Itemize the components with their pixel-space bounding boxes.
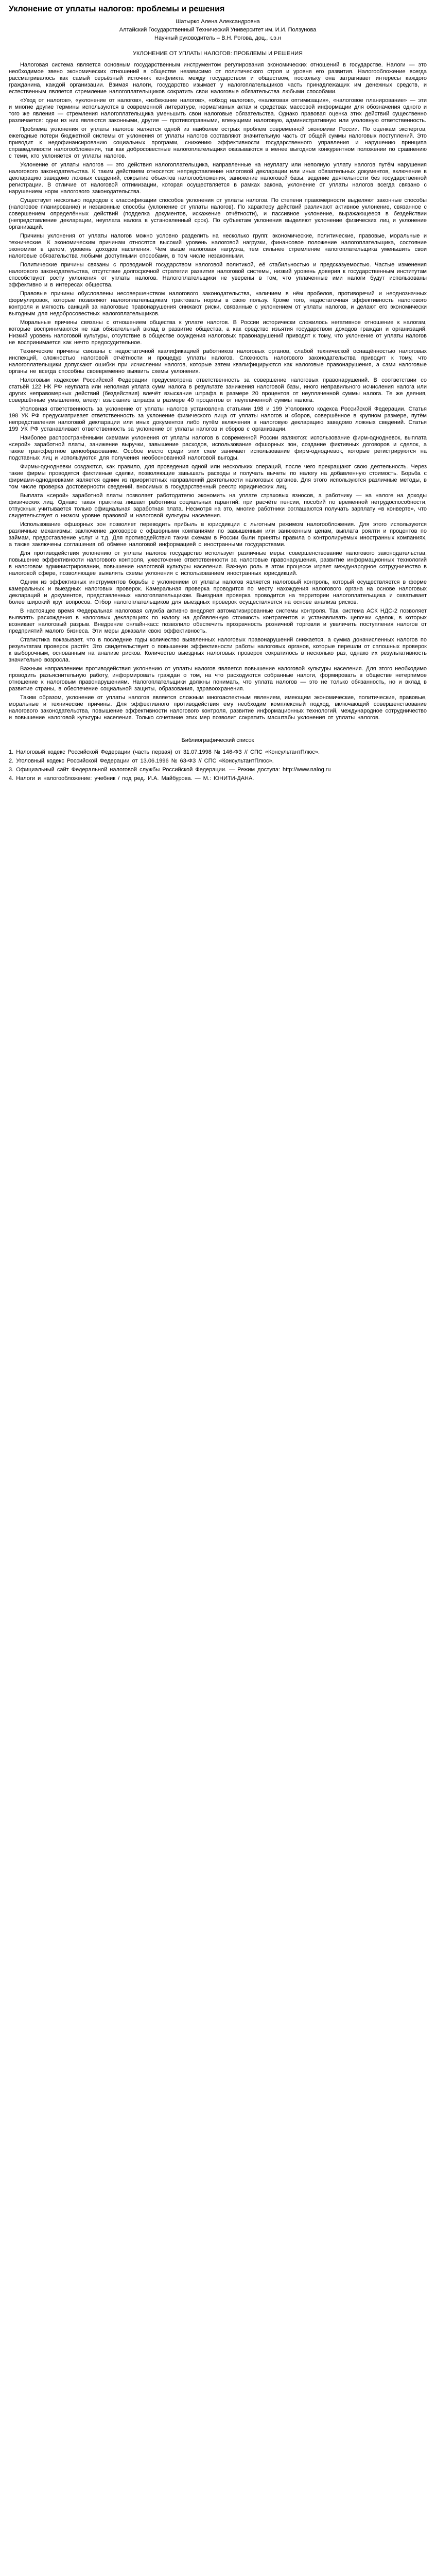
paragraph: Важным направлением противодействия уклонению от уплаты налогов является повышение налоговой культуры населения. Для этого необходимо проводить разъяснительную работу, информировать граждан о том, на что расходуются собранные налоги, формировать в обществе нетерпимое отношение к налоговым правонарушениям. Налогоплательщики должны понимать, что уплата налогов — это не только обязанность, но и вклад в развитие страны, в обеспечение социальной защиты, образования, здравоохранения.	[9, 666, 427, 692]
references-section	[9, 737, 427, 782]
reference-item: 1. Налоговый кодекс Российской Федерации (часть первая) от 31.07.1998 № 146-ФЗ // СПС «КонсультантПлюс».	[9, 749, 320, 755]
paragraph: Таким образом, уклонение от уплаты налогов является сложным многоаспектным явлением, имеющим экономические, политические, правовые, моральные и технические причины. Для эффективного противодействия ему необходим комплексный подход, включающий совершенствование налогового законодательства, повышение эффективности налогового контроля, развитие информационных технологий, международное сотрудничество и повышение налоговой культуры населения. Только сочетание этих мер позволит сократить масштабы уклонения от уплаты налогов.	[9, 694, 427, 721]
paragraph: Одним из эффективных инструментов борьбы с уклонением от уплаты налогов является налоговый контроль, который осуществляется в форме камеральных и выездных налоговых проверок. Камеральная проверка проводится по месту нахождения налогового органа на основе налоговых деклараций и документов, представленных налогоплательщиком. Выездная проверка проводится на территории налогоплательщика и охватывает более широкий круг вопросов. Отбор налогоплательщиков для выездных проверок осуществляется на основе анализа рисков.	[9, 579, 427, 605]
paragraph: В настоящее время Федеральная налоговая служба активно внедряет автоматизированные системы контроля. Так, система АСК НДС-2 позволяет выявлять расхождения в налоговых декларациях по налогу на добавленную стоимость контрагентов и устанавливать цепочки сделок, в которых возникает налоговый разрыв. Внедрение онлайн-касс позволило обеспечить прозрачность розничной торговли и увеличить поступления налогов от предприятий малого бизнеса. Эти меры доказали свою эффективность.	[9, 608, 427, 634]
paragraph: Наиболее распространёнными схемами уклонения от уплаты налогов в современной России являются: использование фирм-однодневок, выплата «серой» заработной платы, занижение выручки, завышение расходов, использование офшорных зон, создание фиктивных договоров и сделок, а также трансфертное ценообразование. Особое место среди этих схем занимает использование фирм-однодневок, которые регистрируются на подставных лиц и используются для получения необоснованной налоговой выгоды.	[9, 435, 427, 461]
paragraph: Причины уклонения от уплаты налогов можно условно разделить на несколько групп: экономические, политические, правовые, моральные и технические. К экономическим причинам относятся высокий уровень налоговой нагрузки, финансовое положение налогоплательщика, состояние экономики в целом, уровень доходов населения. Чем выше налоговая нагрузка, тем сильнее стремление налогоплательщика уменьшить свои налоговые обязательства любыми доступными способами, в том числе незаконными.	[9, 233, 427, 259]
paragraph: Уголовная ответственность за уклонение от уплаты налогов установлена статьями 198 и 199 Уголовного кодекса Российской Федерации. Статья 198 УК РФ предусматривает ответственность за уклонение физического лица от уплаты налогов и сборов, совершённое в крупном размере, путём непредставления налоговой декларации или иных документов либо путём включения в налоговую декларацию заведомо ложных сведений. Статья 199 УК РФ устанавливает ответственность за уклонение от уплаты налогов и сборов с организации.	[9, 406, 427, 432]
paragraph: Фирмы-однодневки создаются, как правило, для проведения одной или нескольких операций, после чего прекращают свою деятельность. Через такие фирмы проводятся фиктивные сделки, позволяющие завышать расходы и получать вычеты по налогу на добавленную стоимость. Борьба с фирмами-однодневками является одним из приоритетных направлений деятельности налоговых органов. Для этого используются различные методы, в том числе проверка достоверности сведений, вносимых в государственный реестр юридических лиц.	[9, 464, 427, 490]
references-title: Библиографический список	[181, 737, 254, 743]
article-heading: УКЛОНЕНИЕ ОТ УПЛАТЫ НАЛОГОВ: ПРОБЛЕМЫ И РЕШЕНИЯ	[133, 50, 303, 57]
paragraph: Статистика показывает, что в последние годы количество выявленных налоговых правонарушений снижается, а сумма доначисленных налогов по результатам проверок растёт. Это свидетельствует о повышении эффективности работы налоговых органов, которые перешли от сплошных проверок к выборочным, основанным на анализе рисков. Количество выездных налоговых проверок сократилось в несколько раз, однако их результативность значительно возросла.	[9, 637, 427, 663]
reference-item: 3. Официальный сайт Федеральной налоговой службы Российской Федерации. — Режим доступа: http://www.nalog.ru	[9, 767, 331, 773]
paragraph: Политические причины связаны с проводимой государством налоговой политикой, её стабильностью и предсказуемостью. Частые изменения налогового законодательства, отсутствие долгосрочной стратегии развития налоговой системы, низкий уровень доверия к государственным институтам способствуют росту уклонения от уплаты налогов. Налогоплательщики не уверены в том, что уплаченные ими налоги будут использованы эффективно и в интересах общества.	[9, 262, 427, 288]
paragraph: Использование офшорных зон позволяет переводить прибыль в юрисдикции с льготным режимом налогообложения. Для этого используются различные механизмы: заключение договоров с офшорными компаниями по завышенным или заниженным ценам, выплата роялти и процентов по займам, предоставление услуг и т.д. Для противодействия таким схемам в России были приняты правила о контролируемых иностранных компаниях, а также заключены соглашения об обмене налоговой информацией с иностранными государствами.	[9, 521, 427, 548]
paragraph: Налоговая система является основным государственным инструментом регулирования экономических отношений в государстве. Налоги — это необходимое звено экономических отношений в обществе независимо от политического строя и уровня его развития. Налогообложение всегда рассматривалось как самый серьёзный источник конфликта между государством и обществом, поскольку она затрагивает интересы каждого гражданина, каждой организации. Взимая налоги, государство изымает у налогоплательщиков часть принадлежащих им денежных средств, и естественным является стремление налогоплательщиков сократить свои налоговые обязательства любыми способами.	[9, 62, 427, 95]
paragraph: Существует несколько подходов к классификации способов уклонения от уплаты налогов. По степени правомерности выделяют законные способы (налоговое планирование) и незаконные способы (уклонение от уплаты налогов). По характеру действий различают активное уклонение, связанное с совершением определённых действий (подделка документов, искажение отчётности), и пассивное уклонение, выражающееся в бездействии (непредставление декларации, неуплата налога в установленный срок). По субъектам уклонения выделяют уклонение физических лиц и уклонение организаций.	[9, 197, 427, 230]
paragraph: Налоговым кодексом Российской Федерации предусмотрена ответственность за совершение налоговых правонарушений. В соответствии со статьёй 122 НК РФ неуплата или неполная уплата сумм налога в результате занижения налоговой базы, иного неправильного исчисления налога или других неправомерных действий (бездействия) влечёт взыскание штрафа в размере 20 процентов от неуплаченной суммы налога. Те же деяния, совершённые умышленно, влекут взыскание штрафа в размере 40 процентов от неуплаченной суммы налога.	[9, 377, 427, 403]
scientific-supervisor: Научный руководитель – В.Н. Рогова, доц., к.э.н	[154, 35, 281, 41]
paragraph: «Уход от налогов», «уклонение от налогов», «избежание налогов», «обход налогов», «налоговая оптимизация», «налоговое планирование» — эти и многие другие термины используются в современной литературе, нормативных актах и средствах массовой информации для обозначения одного и того же явления — стремления налогоплательщика уменьшить свои налоговые обязательства. Однако правовая оценка этих действий существенно различается: одни из них являются законными, другие — противоправными, влекущими налоговую, административную или уголовную ответственность.	[9, 97, 427, 124]
paragraph: Моральные причины связаны с отношением общества к уплате налогов. В России исторически сложилось негативное отношение к налогам, которые воспринимаются не как обязательный вклад в развитие общества, а как средство изъятия государством доходов граждан и организаций. Низкий уровень налоговой культуры, отсутствие в обществе осуждения налоговых правонарушений приводят к тому, что уклонение от уплаты налогов не воспринимается как нечто предосудительное.	[9, 319, 427, 346]
article-body	[9, 62, 427, 721]
paragraph: Для противодействия уклонению от уплаты налогов государство использует различные меры: совершенствование налогового законодательства, повышение эффективности налогового контроля, ужесточение ответственности за налоговые правонарушения, развитие информационных технологий в налоговом администрировании, повышение налоговой культуры населения. Важную роль в этом процессе играет международное сотрудничество в налоговой сфере, позволяющее выявлять схемы уклонения с использованием иностранных юрисдикций.	[9, 550, 427, 577]
paragraph: Проблема уклонения от уплаты налогов является одной из наиболее острых проблем современной экономики России. По оценкам экспертов, ежегодные потери бюджетной системы от уклонения от уплаты налогов составляют значительную часть от общей суммы налоговых поступлений. Это приводит к недофинансированию социальных программ, снижению эффективности государственного управления и нарушению принципа справедливости налогообложения, так как добросовестные налогоплательщики оказываются в менее выгодном конкурентном положении по сравнению с теми, кто уклоняется от уплаты налогов.	[9, 126, 427, 159]
reference-item: 4. Налоги и налогообложение: учебник / под ред. И.А. Майбурова. — М.: ЮНИТИ-ДАНА.	[9, 775, 254, 782]
paragraph: Выплата «серой» заработной платы позволяет работодателю экономить на уплате страховых взносов, а работнику — на налоге на доходы физических лиц. Однако такая практика лишает работника социальных гарантий: при расчёте пенсии, пособий по временной нетрудоспособности, отпускных учитывается только официальная заработная плата. Несмотря на это, многие работники соглашаются получать зарплату «в конверте», что свидетельствует о низком уровне правовой и налоговой культуры населения.	[9, 493, 427, 519]
paragraph: Правовые причины обусловлены несовершенством налогового законодательства, наличием в нём пробелов, противоречий и неоднозначных формулировок, которые позволяют налогоплательщикам трактовать нормы в свою пользу. Кроме того, недостаточная эффективность налогового контроля и мягкость санкций за налоговые правонарушения снижают риски, связанные с уклонением от уплаты налогов, и делают его экономически выгодным для недобросовестных налогоплательщиков.	[9, 291, 427, 317]
paragraph: Уклонение от уплаты налогов — это действия налогоплательщика, направленные на неуплату или неполную уплату налогов путём нарушения налогового законодательства. К таким действиям относятся: непредставление налоговой декларации или иных обязательных документов, включение в декларацию заведомо ложных сведений, сокрытие объектов налогообложения, занижение налоговой базы, ведение деятельности без государственной регистрации. В отличие от налоговой оптимизации, которая осуществляется в рамках закона, уклонение от уплаты налогов всегда связано с нарушением норм налогового законодательства.	[9, 162, 427, 195]
reference-item: 2. Уголовный кодекс Российской Федерации от 13.06.1996 № 63-ФЗ // СПС «КонсультантПлюс».	[9, 758, 274, 764]
document-title: Уклонение от уплаты налогов: проблемы и решения	[9, 5, 225, 13]
author-affiliation: Алтайский Государственный Технический Университет им. И.И. Ползунова	[119, 27, 317, 33]
paragraph: Технические причины связаны с недостаточной квалификацией работников налоговых органов, слабой технической оснащённостью налоговых инспекций, сложностью налоговой отчётности и процедур уплаты налогов. Сложность налогового законодательства приводит к тому, что налогоплательщики допускают ошибки при исчислении налогов, которые затем квалифицируются как налоговые правонарушения, а сами налоговые органы не всегда способны своевременно выявить схемы уклонения.	[9, 348, 427, 375]
author-name: Шатырко Алена Александровна	[176, 19, 260, 25]
